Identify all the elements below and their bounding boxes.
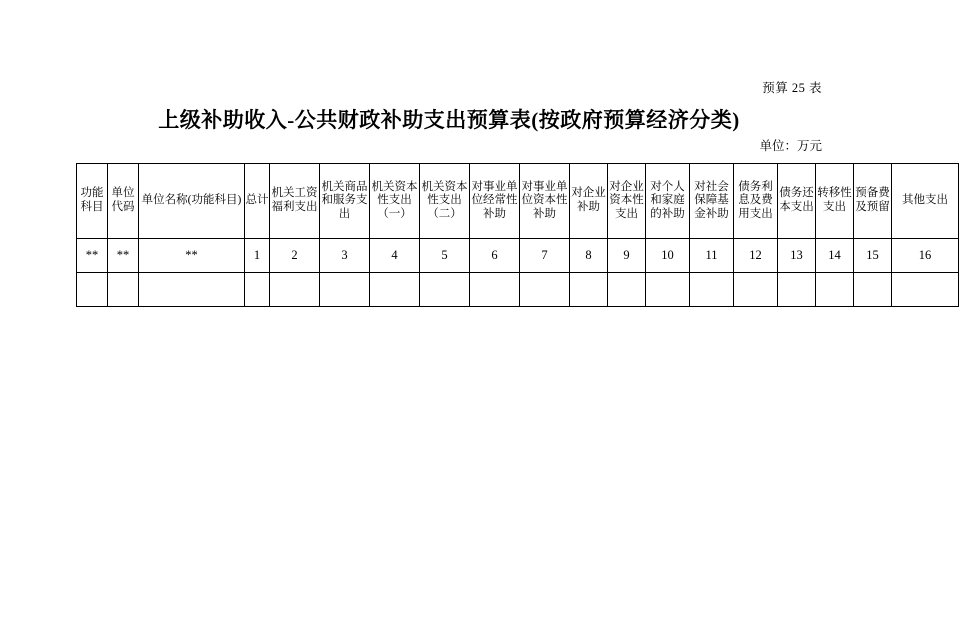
column-header-agency-goods-services: 机关商品和服务支出 [320,164,370,239]
column-header-reserve-funds: 预备费及预留 [854,164,892,239]
table-row [77,273,959,307]
table-cell: 15 [854,239,892,273]
column-header-enterprise-subsidy: 对企业补助 [570,164,608,239]
column-header-agency-capital-1: 机关资本性支出（一） [370,164,420,239]
form-label: 预算 25 表 [762,81,822,95]
table-cell [778,273,816,307]
table-cell [734,273,778,307]
table-body [77,239,959,307]
table-cell [77,273,108,307]
table-cell: 2 [270,239,320,273]
table-cell [320,273,370,307]
table-cell: ** [108,239,139,273]
column-header-enterprise-capital: 对企业资本性支出 [608,164,646,239]
table-cell: 9 [608,239,646,273]
table-cell [245,273,270,307]
unit-note: 单位：万元 [759,139,822,153]
table-cell: 12 [734,239,778,273]
table-cell [816,273,854,307]
budget-table [76,163,959,307]
table-cell [270,273,320,307]
column-header-debt-principal: 债务还本支出 [778,164,816,239]
table-cell: 13 [778,239,816,273]
table-cell [570,273,608,307]
table-cell: 14 [816,239,854,273]
table-cell: 16 [892,239,959,273]
table-cell: 6 [470,239,520,273]
table-cell [370,273,420,307]
table-cell [108,273,139,307]
column-header-transfer-expenditure: 转移性支出 [816,164,854,239]
column-header-debt-interest: 债务利息及费用支出 [734,164,778,239]
column-header-agency-salary: 机关工资福利支出 [270,164,320,239]
table-cell: 8 [570,239,608,273]
column-header-social-security-fund-subsidy: 对社会保障基金补助 [690,164,734,239]
table-cell [520,273,570,307]
table-cell: 5 [420,239,470,273]
table-cell [420,273,470,307]
column-header-institution-recurrent-subsidy: 对事业单位经常性补助 [470,164,520,239]
table-row [77,239,959,273]
column-header-agency-capital-2: 机关资本性支出（二） [420,164,470,239]
column-header-other-expenditure: 其他支出 [892,164,959,239]
table-header [77,164,959,239]
table-cell: 4 [370,239,420,273]
budget-table-container [76,163,948,307]
table-cell [139,273,245,307]
table-cell [608,273,646,307]
table-cell: ** [139,239,245,273]
table-cell: 7 [520,239,570,273]
table-cell: 11 [690,239,734,273]
table-cell: 3 [320,239,370,273]
page-title: 上级补助收入-公共财政补助支出预算表(按政府预算经济分类) [158,108,740,132]
table-cell [854,273,892,307]
column-header-individual-family-subsidy: 对个人和家庭的补助 [646,164,690,239]
column-header-unit-code: 单位代码 [108,164,139,239]
column-header-institution-capital-subsidy: 对事业单位资本性补助 [520,164,570,239]
table-cell [892,273,959,307]
column-header-unit-name: 单位名称(功能科目) [139,164,245,239]
table-cell [690,273,734,307]
table-cell: 1 [245,239,270,273]
table-header-row [77,164,959,239]
table-cell [646,273,690,307]
table-cell: 10 [646,239,690,273]
column-header-func-subject: 功能科目 [77,164,108,239]
column-header-total: 总计 [245,164,270,239]
table-cell [470,273,520,307]
table-cell: ** [77,239,108,273]
